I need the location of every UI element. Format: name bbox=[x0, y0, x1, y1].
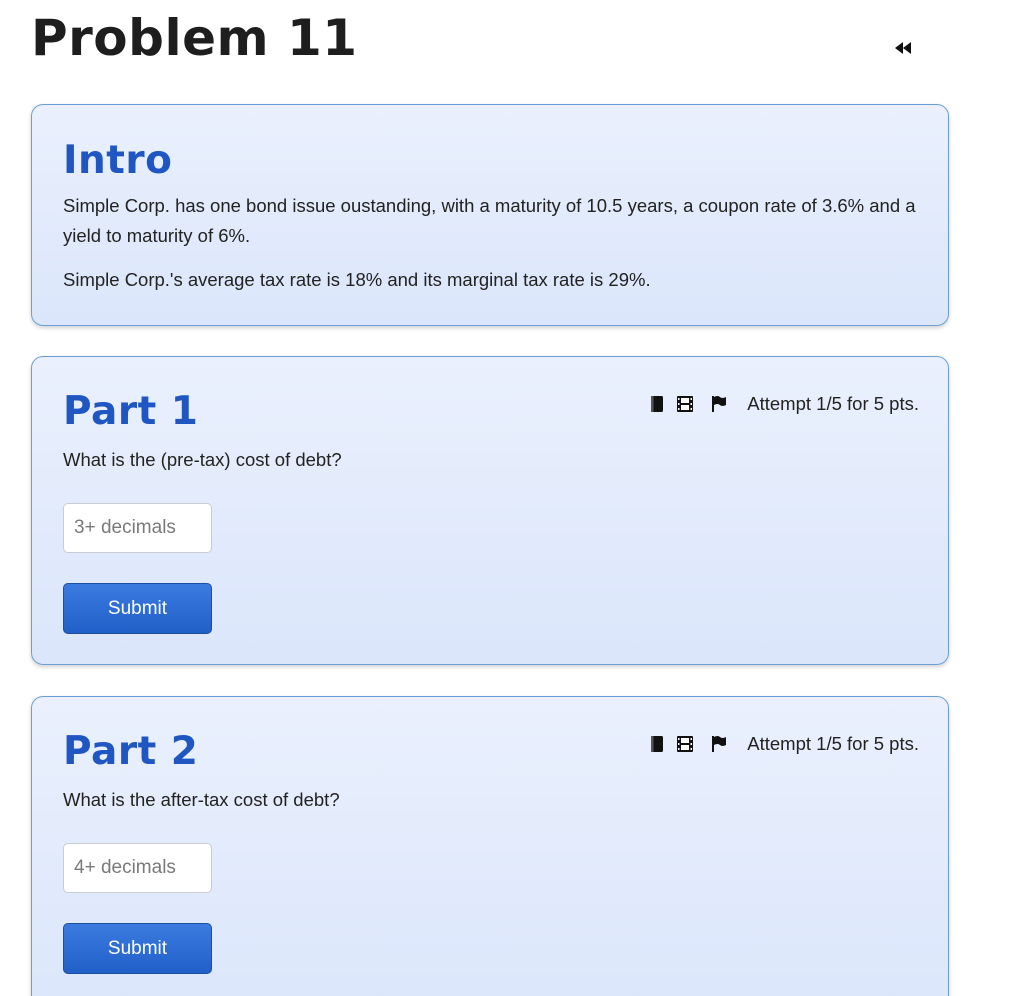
part-1-submit-button[interactable]: Submit bbox=[63, 583, 212, 634]
flag-icon[interactable] bbox=[709, 734, 729, 754]
part-2-question: What is the after-tax cost of debt? bbox=[63, 789, 340, 810]
film-icon[interactable] bbox=[675, 394, 695, 414]
intro-heading: Intro bbox=[63, 138, 173, 183]
part-1-card bbox=[31, 356, 949, 665]
intro-card bbox=[31, 104, 949, 326]
part-2-card bbox=[31, 696, 949, 996]
part-2-answer-input[interactable] bbox=[63, 843, 212, 893]
double-chevron-left-icon bbox=[894, 41, 912, 55]
part-2-submit-button[interactable]: Submit bbox=[63, 923, 212, 974]
attempt-text: Attempt 1/5 for 5 pts. bbox=[747, 733, 919, 754]
intro-paragraph: Simple Corp. has one bond issue oustanding, with a maturity of 10.5 years, a coupon rate of 3.6% and a yield to maturity of 6%. bbox=[63, 195, 916, 246]
part-1-question: What is the (pre-tax) cost of debt? bbox=[63, 449, 342, 470]
part-1-answer-input[interactable] bbox=[63, 503, 212, 553]
part-2-toolbar bbox=[647, 729, 919, 759]
page-title: Problem 11 bbox=[31, 9, 358, 67]
part-1-heading: Part 1 bbox=[63, 389, 199, 434]
part-1-toolbar bbox=[647, 389, 919, 419]
intro-paragraph: Simple Corp.'s average tax rate is 18% and its marginal tax rate is 29%. bbox=[63, 269, 651, 290]
book-icon[interactable] bbox=[647, 734, 667, 754]
flag-icon[interactable] bbox=[709, 394, 729, 414]
film-icon[interactable] bbox=[675, 734, 695, 754]
part-2-heading: Part 2 bbox=[63, 729, 199, 774]
attempt-text: Attempt 1/5 for 5 pts. bbox=[747, 393, 919, 414]
collapse-button[interactable] bbox=[890, 36, 916, 60]
book-icon[interactable] bbox=[647, 394, 667, 414]
